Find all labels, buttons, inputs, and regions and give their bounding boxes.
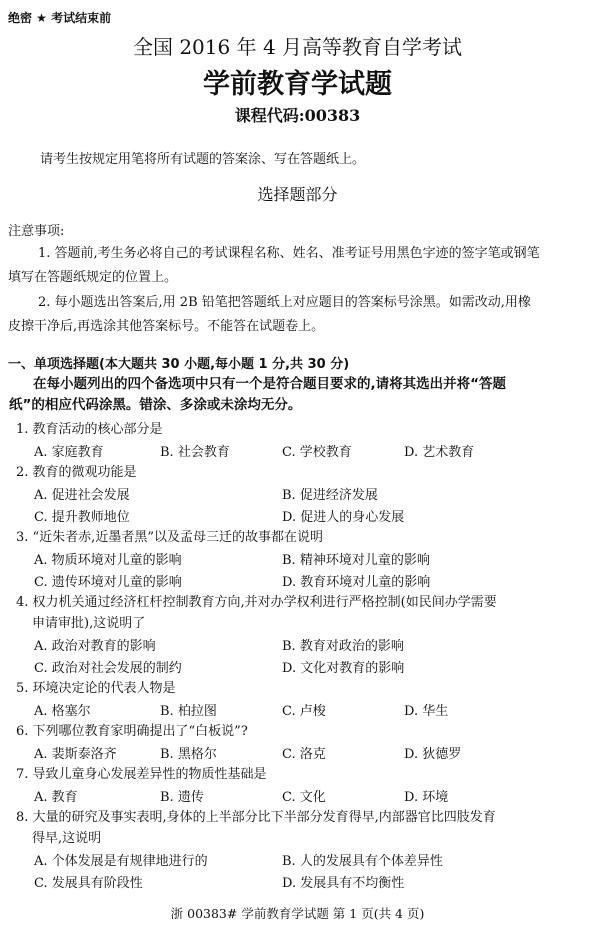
option: C. 文化 xyxy=(282,790,326,805)
page-footer: 浙 00383# 学前教育学试题 第 1 页(共 4 页) xyxy=(170,906,425,921)
option: D. 教育环境对儿童的影响 xyxy=(282,575,431,590)
option: B. 柏拉图 xyxy=(160,704,217,719)
intro-text: 请考生按规定用笔将所有试题的答案涂、写在答题纸上。 xyxy=(40,152,366,167)
option: D. 艺术教育 xyxy=(404,445,475,460)
option: D. 文化对教育的影响 xyxy=(282,661,405,676)
option: C. 发展具有阶段性 xyxy=(34,876,143,891)
question-stem: 5. 环境决定论的代表人物是 xyxy=(16,681,176,696)
exam-title: 全国 2016 年 4 月高等教育自学考试 xyxy=(132,35,463,59)
note-item xyxy=(8,291,588,339)
part-heading: 一、单项选择题(本大题共 30 小题,每小题 1 分,共 30 分) xyxy=(8,357,350,372)
question-stem xyxy=(16,807,586,849)
note-line: 填写在答题纸规定的位置上。 xyxy=(8,270,178,285)
option: B. 黑格尔 xyxy=(160,747,217,762)
note-line: 2. 每小题选出答案后,用 2B 铅笔把答题纸上对应题目的答案标号涂黑。如需改动,用橡 xyxy=(38,295,531,310)
section-title: 选择题部分 xyxy=(257,185,338,204)
confidential-label: 绝密 ★ 考试结束前 xyxy=(8,11,112,25)
option: B. 社会教育 xyxy=(160,445,230,460)
option: A. 格塞尔 xyxy=(34,704,91,719)
option: A. 裴斯泰洛齐 xyxy=(34,747,117,762)
subject-title: 学前教育学试题 xyxy=(203,69,392,100)
option: C. 政治对社会发展的制约 xyxy=(34,661,182,676)
option: A. 教育 xyxy=(34,790,78,805)
option: D. 狄德罗 xyxy=(404,747,462,762)
part-instruction xyxy=(9,374,583,416)
option: A. 物质环境对儿童的影响 xyxy=(34,553,182,568)
option: A. 政治对教育的影响 xyxy=(34,639,156,654)
option: B. 人的发展具有个体差异性 xyxy=(282,854,443,869)
question-stem: 7. 导致儿童身心发展差异性的物质性基础是 xyxy=(16,767,267,782)
option: B. 遗传 xyxy=(160,790,204,805)
option: D. 环境 xyxy=(404,790,449,805)
option: D. 发展具有不均衡性 xyxy=(282,876,405,891)
option: A. 家庭教育 xyxy=(34,445,104,460)
option: C. 学校教育 xyxy=(282,445,352,460)
question-stem: 6. 下列哪位教育家明确提出了“白板说”? xyxy=(16,724,248,739)
option: C. 卢梭 xyxy=(282,704,326,719)
option: A. 促进社会发展 xyxy=(34,488,130,503)
option: D. 华生 xyxy=(404,704,449,719)
option: B. 精神环境对儿童的影响 xyxy=(282,553,430,568)
stem-line: 申请审批),这说明了 xyxy=(32,616,146,631)
note-line: 1. 答题前,考生务必将自己的考试课程名称、姓名、准考证号用黑色字迹的签字笔或钢笔 xyxy=(38,246,540,261)
option: D. 促进人的身心发展 xyxy=(282,510,405,525)
question-stem: 2. 教育的微观功能是 xyxy=(16,465,137,480)
note-line: 皮擦干净后,再选涂其他答案标号。不能答在试题卷上。 xyxy=(8,319,325,334)
option: C. 遗传环境对儿童的影响 xyxy=(34,575,182,590)
instruction-line: 纸”的相应代码涂黑。错涂、多涂或未涂均无分。 xyxy=(9,397,302,413)
question-stem: 3. “近朱者赤,近墨者黑”以及孟母三迁的故事都在说明 xyxy=(16,530,323,545)
question-stem xyxy=(16,592,586,634)
option: B. 促进经济发展 xyxy=(282,488,378,503)
course-code: 课程代码:00383 xyxy=(234,106,361,125)
stem-line: 4. 权力机关通过经济杠杆控制教育方向,并对办学权利进行严格控制(如民间办学需要 xyxy=(16,595,497,610)
option: A. 个体发展是有规律地进行的 xyxy=(34,854,208,869)
option: C. 提升教师地位 xyxy=(34,510,130,525)
question-stem: 1. 教育活动的核心部分是 xyxy=(16,422,163,437)
instruction-line: 在每小题列出的四个备选项中只有一个是符合题目要求的,请将其选出并将“答题 xyxy=(33,376,506,392)
stem-line: 得早,这说明 xyxy=(32,831,102,846)
option: C. 洛克 xyxy=(282,747,326,762)
note-item xyxy=(8,242,588,290)
option: B. 教育对政治的影响 xyxy=(282,639,404,654)
stem-line: 8. 大量的研究及事实表明,身体的上半部分比下半部分发育得早,内部器官比四肢发育 xyxy=(16,810,496,825)
notes-heading: 注意事项: xyxy=(8,224,65,239)
